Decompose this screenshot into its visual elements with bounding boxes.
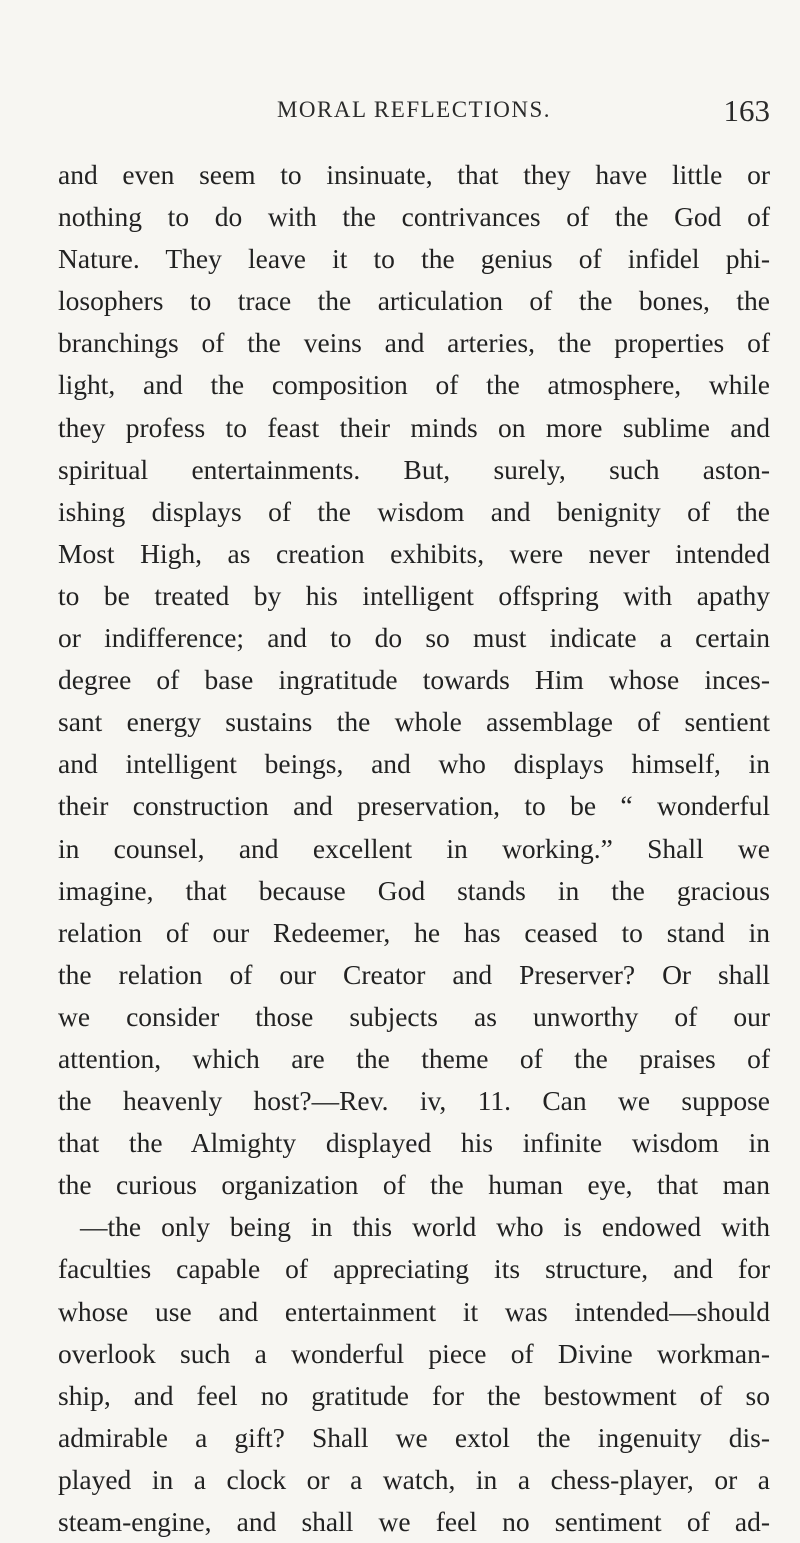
text-line: spiritual entertainments. But, surely, such aston- [58, 453, 770, 485]
text-line: and intelligent beings, and who displays himself, in [58, 748, 770, 780]
text-line: imagine, that because God stands in the gracious [58, 874, 770, 906]
text-line: degree of base ingratitude towards Him whose inces- [58, 664, 770, 696]
text-line: to be treated by his intelligent offspring with apathy [58, 579, 770, 611]
text-line: ship, and feel no gratitude for the bestowment of so [58, 1379, 770, 1411]
text-line: whose use and entertainment it was intended—should [58, 1295, 770, 1327]
running-head: MORAL REFLECTIONS. [276, 97, 552, 122]
text-line: the curious organization of the human eye, that man [58, 1169, 770, 1201]
text-line: losophers to trace the articulation of the bones, the [58, 285, 770, 317]
text-line: attention, which are the theme of the praises of [58, 1042, 770, 1074]
text-line: nothing to do with the contrivances of the God of [58, 201, 770, 233]
text-line: overlook such a wonderful piece of Divine workman- [58, 1337, 770, 1369]
text-line: ishing displays of the wisdom and benignity of the [58, 495, 770, 527]
text-line: we consider those subjects as unworthy of our [58, 1000, 770, 1032]
text-line: admirable a gift? Shall we extol the ingenuity dis- [58, 1421, 770, 1453]
text-line: sant energy sustains the whole assemblage of sentient [58, 706, 770, 738]
text-line: steam-engine, and shall we feel no sentiment of ad- [58, 1506, 770, 1537]
text-line: played in a clock or a watch, in a chess-player, or a [58, 1463, 770, 1495]
text-line: light, and the composition of the atmosphere, while [58, 369, 770, 401]
body-text [58, 154, 770, 1543]
text-line: faculties capable of appreciating its structure, and for [58, 1253, 770, 1285]
text-line: they profess to feast their minds on more sublime and [58, 411, 770, 443]
text-line: Nature. They leave it to the genius of infidel phi- [58, 243, 770, 275]
page-number: 163 [723, 93, 770, 128]
text-line: relation of our Redeemer, he has ceased to stand in [58, 916, 770, 948]
text-line: in counsel, and excellent in working.” Shall we [58, 832, 770, 864]
page-header [58, 93, 770, 137]
text-line: the relation of our Creator and Preserver? Or shall [58, 958, 770, 990]
text-line: branchings of the veins and arteries, the properties of [58, 327, 770, 359]
text-line: —the only being in this world who is endowed with [80, 1211, 770, 1243]
text-line: Most High, as creation exhibits, were never intended [58, 537, 770, 569]
text-line: their construction and preservation, to be “ wonderful [58, 790, 770, 822]
text-line: or indifference; and to do so must indicate a certain [58, 622, 770, 654]
text-line: that the Almighty displayed his infinite wisdom in [58, 1127, 770, 1159]
text-line: and even seem to insinuate, that they have little or [58, 159, 770, 190]
text-line: the heavenly host?—Rev. iv, 11. Can we suppose [58, 1085, 770, 1117]
